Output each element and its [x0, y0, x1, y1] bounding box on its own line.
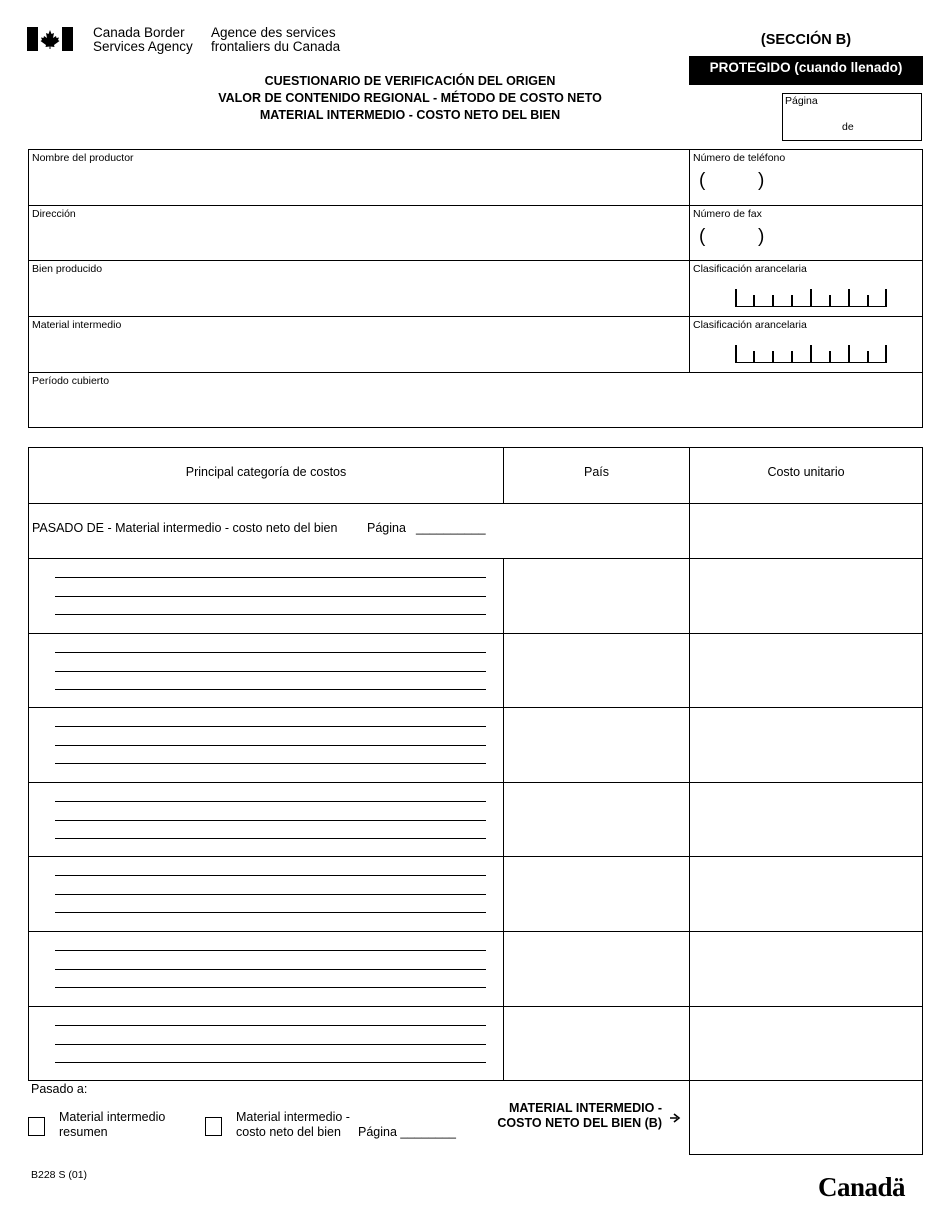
agency-en-line1: Canada Border [93, 25, 185, 40]
col-country-label: País [583, 465, 609, 479]
option2-page[interactable]: Página ________ [358, 1125, 457, 1139]
carried-from-page-blank[interactable]: __________ [416, 521, 486, 535]
col-unit-cost-label: Costo unitario [767, 465, 845, 479]
carried-from-cost[interactable] [689, 503, 923, 559]
table-row-country[interactable] [503, 782, 690, 857]
tariff2-label: Clasificación arancelaria [693, 319, 807, 331]
tariff-digit-boxes [735, 345, 887, 363]
table-row-cost[interactable] [689, 1006, 923, 1081]
tariff-classification-2[interactable] [689, 316, 923, 373]
option1-line2: resumen [59, 1125, 108, 1139]
table-row-category[interactable] [28, 782, 504, 857]
phone-paren-close: ) [758, 170, 765, 191]
total-label [480, 1101, 662, 1131]
section-label: (SECCIÓN B) [760, 32, 852, 48]
tariff1-label: Clasificación arancelaria [693, 263, 807, 275]
table-row-cost[interactable] [689, 856, 923, 932]
table-row-category[interactable] [28, 856, 504, 932]
tariff-classification-1[interactable] [689, 260, 923, 317]
table-row-cost[interactable] [689, 931, 923, 1007]
table-row-country[interactable] [503, 633, 690, 708]
agency-name-fr [211, 26, 340, 54]
table-row-country[interactable] [503, 1006, 690, 1081]
table-row-cost[interactable] [689, 633, 923, 708]
producer-name-field[interactable] [28, 149, 690, 206]
option1-label [59, 1110, 165, 1140]
col-category-label: Principal categoría de costos [185, 465, 347, 479]
table-row-country[interactable] [503, 856, 690, 932]
carried-to-label: Pasado a: [31, 1082, 88, 1096]
fax-paren-close: ) [758, 226, 765, 247]
canada-wordmark: Canadä [818, 1172, 906, 1202]
table-row-category[interactable] [28, 707, 504, 783]
table-row-category[interactable] [28, 1006, 504, 1081]
header-unit-cost [689, 447, 923, 504]
option2-line2: costo neto del bien [236, 1125, 341, 1139]
agency-fr-line1: Agence des services [211, 25, 336, 40]
good-produced-label: Bien producido [32, 263, 103, 275]
table-row-category[interactable] [28, 931, 504, 1007]
title-line2: VALOR DE CONTENIDO REGIONAL - MÉTODO DE COSTO NETO [218, 91, 602, 105]
arrow-right-icon [669, 1111, 683, 1129]
header-category [28, 447, 504, 504]
total-cost-field[interactable] [689, 1080, 923, 1155]
good-produced-field[interactable] [28, 260, 690, 317]
fax-field[interactable] [689, 205, 923, 261]
protected-banner: PROTEGIDO (cuando llenado) [689, 56, 923, 85]
option1-line1: Material intermedio [59, 1110, 166, 1124]
page-label: Página [785, 95, 818, 107]
table-row-country[interactable] [503, 707, 690, 783]
fax-label: Número de fax [693, 208, 762, 220]
period-label: Período cubierto [32, 375, 110, 387]
summary-checkbox[interactable] [28, 1117, 45, 1136]
agency-name-en [93, 26, 193, 54]
address-label: Dirección [32, 208, 76, 220]
tariff-digit-boxes [735, 289, 887, 307]
table-row-cost[interactable] [689, 782, 923, 857]
canada-flag-icon [27, 27, 73, 51]
agency-fr-line2: frontaliers du Canada [211, 39, 341, 54]
title-line1: CUESTIONARIO DE VERIFICACIÓN DEL ORIGEN [264, 74, 556, 88]
intermediate-material-label: Material intermedio [32, 319, 122, 331]
table-row-cost[interactable] [689, 707, 923, 783]
address-field[interactable] [28, 205, 690, 261]
option2-line1: Material intermedio - [236, 1110, 350, 1124]
fax-paren-open: ( [699, 226, 706, 247]
form-number: B228 S (01) [31, 1169, 88, 1181]
table-row-country[interactable] [503, 931, 690, 1007]
option2-label [236, 1110, 350, 1140]
agency-en-line2: Services Agency [93, 39, 193, 54]
table-row-category[interactable] [28, 558, 504, 634]
page-of-label: de [842, 121, 854, 133]
header-country [503, 447, 690, 504]
intermediate-material-field[interactable] [28, 316, 690, 373]
phone-field[interactable] [689, 149, 923, 206]
page-number-box[interactable] [782, 93, 922, 141]
period-field[interactable] [28, 372, 923, 428]
producer-name-label: Nombre del productor [32, 152, 134, 164]
phone-label: Número de teléfono [693, 152, 786, 164]
net-cost-checkbox[interactable] [205, 1117, 222, 1136]
title-line3: MATERIAL INTERMEDIO - COSTO NETO DEL BIEN [259, 108, 561, 122]
total-line2: COSTO NETO DEL BIEN (B) [497, 1116, 662, 1130]
carried-from-label: PASADO DE - Material intermedio - costo neto del bien [32, 521, 338, 535]
form-title [150, 73, 670, 124]
table-row-cost[interactable] [689, 558, 923, 634]
total-line1: MATERIAL INTERMEDIO - [508, 1101, 662, 1115]
carried-from-row [28, 503, 690, 559]
table-row-country[interactable] [503, 558, 690, 634]
phone-paren-open: ( [699, 170, 706, 191]
carried-from-page-label: Página [367, 521, 406, 535]
table-row-category[interactable] [28, 633, 504, 708]
